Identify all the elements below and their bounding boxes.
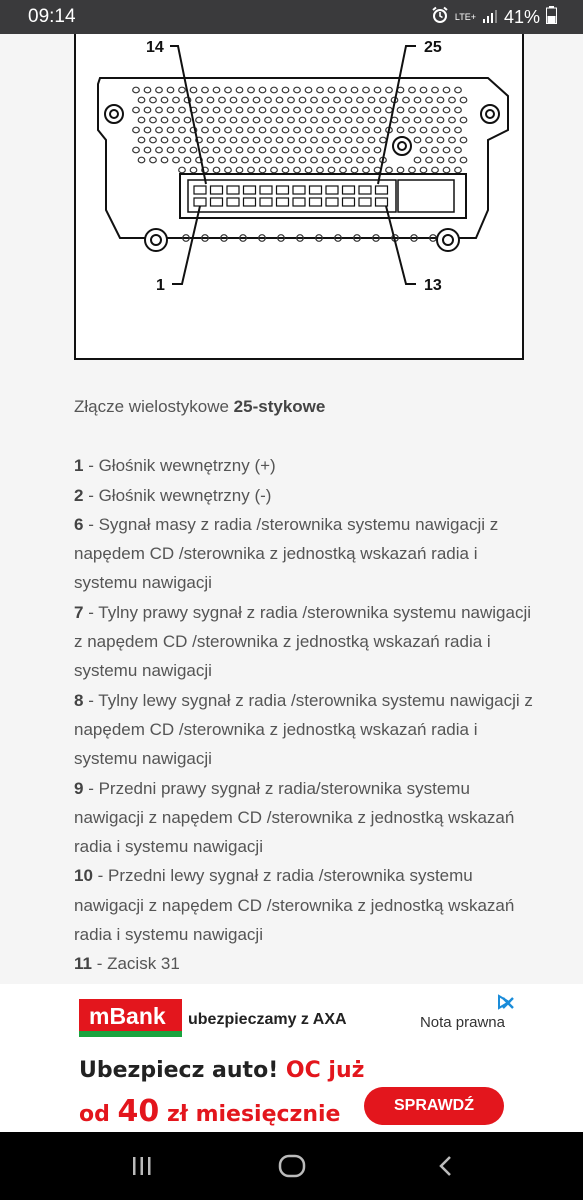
legal-note-link[interactable]: Nota prawna [419,1014,505,1031]
pin-description: - Tylny prawy sygnał z radia /sterownika systemu nawigacji z napędem CD /sterownika z jednostką wskazań radia i systemu nawigacji [74,602,531,681]
connector-drawing [76,34,522,358]
mbank-logo-text: mBank [89,1003,166,1029]
pin-item [74,774,534,862]
home-icon[interactable] [262,1132,322,1200]
pin-number: 9 [74,778,84,798]
pin-number: 1 [74,456,84,476]
mbank-logo[interactable] [79,999,182,1037]
battery-percent: 41% [503,7,540,27]
pin-label-13: 13 [424,277,442,294]
pin-description: - Przedni prawy sygnał z radia/sterownika systemu nawigacji z napędem CD /sterownika z jednostką wskazań radia i systemu nawigacji [74,778,515,857]
battery-icon [546,6,557,29]
status-bar [0,0,583,34]
alarm-icon [431,6,449,29]
signal-icon [482,7,498,28]
headline-text: Ubezpiecz auto! [79,1058,286,1083]
pin-item [74,451,534,480]
price-suffix: zł miesięcznie [159,1102,341,1127]
pin-description: - Głośnik wewnętrzny (+) [83,456,276,476]
pin-label-14: 14 [146,39,164,56]
pin-item [74,686,534,774]
heading-bold: 25-stykowe [233,397,326,416]
headline-highlight: OC już [285,1058,365,1083]
heading-prefix: Złącze wielostykowe [74,397,234,416]
price-amount: 40 [117,1094,160,1129]
network-label: LTE+ [454,12,476,22]
pin-number: 7 [74,602,84,622]
ad-close-icon[interactable] [501,995,515,1015]
pin-description: - Sygnał masy z radia /sterownika systemu nawigacji z napędem CD /sterownika z jednostką wskazań radia i systemu nawigacji [74,514,499,593]
pin-item [74,949,534,978]
ad-banner[interactable] [0,984,583,1132]
check-button[interactable]: SPRAWDŹ [364,1087,504,1125]
article-heading [74,392,534,421]
pin-description: - Przedni lewy sygnał z radia /sterownika systemu nawigacji z napędem CD /sterownika z jednostką wskazań radia i systemu nawigacji [74,866,515,945]
price-prefix: od [79,1102,118,1127]
recent-apps-icon[interactable] [112,1132,172,1200]
pin-number: 6 [74,514,84,534]
pin-description: - Zacisk 31 [91,954,180,974]
pin-number: 10 [74,866,93,886]
pin-number: 11 [74,954,92,974]
pin-item [74,510,534,598]
pin-number: 8 [74,690,84,710]
back-icon[interactable] [416,1132,476,1200]
logo-stripe [79,1031,182,1037]
pin-number: 2 [74,485,84,505]
ad-tagline: ubezpieczamy z AXA [188,1011,347,1028]
status-time: 09:14 [28,6,76,27]
status-icons [431,6,557,29]
navigation-bar [0,1132,583,1200]
ad-headline [79,1058,364,1083]
pin-label-25: 25 [424,39,442,56]
pin-item [74,598,534,686]
pin-list [74,451,534,1008]
page-content[interactable] [0,34,583,984]
ad-price-line [79,1094,340,1129]
pin-description: - Głośnik wewnętrzny (-) [83,485,272,505]
pin-description: - Tylny lewy sygnał z radia /sterownika systemu nawigacji z napędem CD /sterownika z jednostką wskazań radia i systemu nawigacji [74,690,533,769]
pin-label-1: 1 [156,277,165,294]
article-text [74,392,534,1008]
pin-item [74,861,534,949]
connector-diagram [74,34,524,360]
pin-item [74,481,534,510]
